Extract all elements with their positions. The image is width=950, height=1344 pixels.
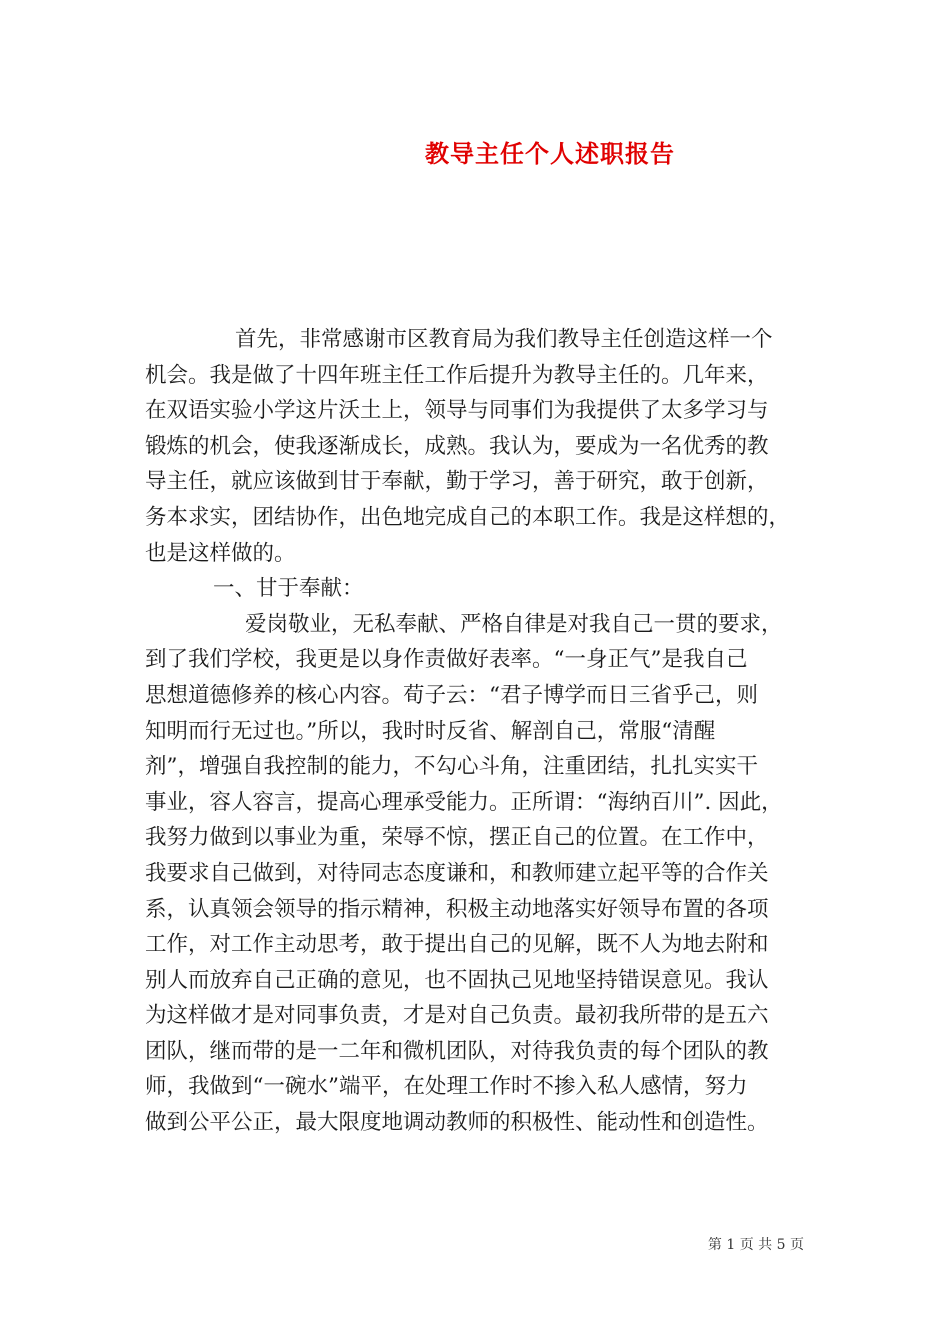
paragraph-line: 我努力做到以事业为重，荣辱不惊，摆正自己的位置。在工作中， bbox=[145, 825, 769, 851]
paragraph-line: 到了我们学校，我更是以身作责做好表率。“一身正气”是我自己 bbox=[145, 647, 748, 673]
paragraph-line: 我要求自己做到，对待同志态度谦和，和教师建立起平等的合作关 bbox=[145, 860, 769, 886]
paragraph-line: 团队，继而带的是一二年和微机团队，对待我负责的每个团队的教 bbox=[145, 1038, 769, 1064]
paragraph-line: 导主任，就应该做到甘于奉献，勤于学习，善于研究，敢于创新， bbox=[145, 469, 769, 495]
paragraph-line: 做到公平公正，最大限度地调动教师的积极性、能动性和创造性。 bbox=[145, 1110, 769, 1136]
paragraph-line: 首先，非常感谢市区教育局为我们教导主任创造这样一个 bbox=[235, 327, 773, 352]
document-title: 教导主任个人述职报告 bbox=[425, 139, 675, 168]
paragraph-line: 事业，容人容言，提高心理承受能力。正所谓：“海纳百川”. 因此， bbox=[145, 789, 783, 815]
paragraph-line: 为这样做才是对同事负责，才是对自己负责。最初我所带的是五六 bbox=[145, 1003, 769, 1029]
page-number-footer: 第 1 页 共 5 页 bbox=[707, 1237, 804, 1253]
paragraph-line: 机会。我是做了十四年班主任工作后提升为教导主任的。几年来， bbox=[145, 362, 769, 388]
paragraph-line: 知明而行无过也。”所以，我时时反省、解剖自己，常服“清醒 bbox=[145, 718, 716, 744]
paragraph-line: 也是这样做的。 bbox=[145, 540, 296, 566]
paragraph-line: 系，认真领会领导的指示精神，积极主动地落实好领导布置的各项 bbox=[145, 896, 769, 922]
section-heading: 一、甘于奉献： bbox=[213, 576, 364, 602]
paragraph-line: 务本求实，团结协作，出色地完成自己的本职工作。我是这样想的， bbox=[145, 504, 791, 530]
paragraph-line: 师，我做到“一碗水”端平，在处理工作时不掺入私人感情，努力 bbox=[145, 1074, 748, 1100]
paragraph-line: 工作，对工作主动思考，敢于提出自己的见解，既不人为地去附和 bbox=[145, 932, 769, 958]
paragraph-line: 爱岗敬业，无私奉献、严格自律是对我自己一贯的要求， bbox=[245, 611, 783, 637]
paragraph-line: 别人而放弃自己正确的意见，也不固执己见地坚持错误意见。我认 bbox=[145, 967, 769, 993]
paragraph-line: 在双语实验小学这片沃土上，领导与同事们为我提供了太多学习与 bbox=[145, 398, 769, 424]
paragraph-line: 锻炼的机会，使我逐渐成长，成熟。我认为，要成为一名优秀的教 bbox=[145, 433, 769, 459]
paragraph-line: 思想道德修养的核心内容。荀子云：“君子博学而日三省乎己，则 bbox=[145, 682, 758, 708]
document-body bbox=[145, 322, 810, 1141]
paragraph-line: 剂”，增强自我控制的能力，不勾心斗角，注重团结，扎扎实实干 bbox=[145, 754, 758, 780]
